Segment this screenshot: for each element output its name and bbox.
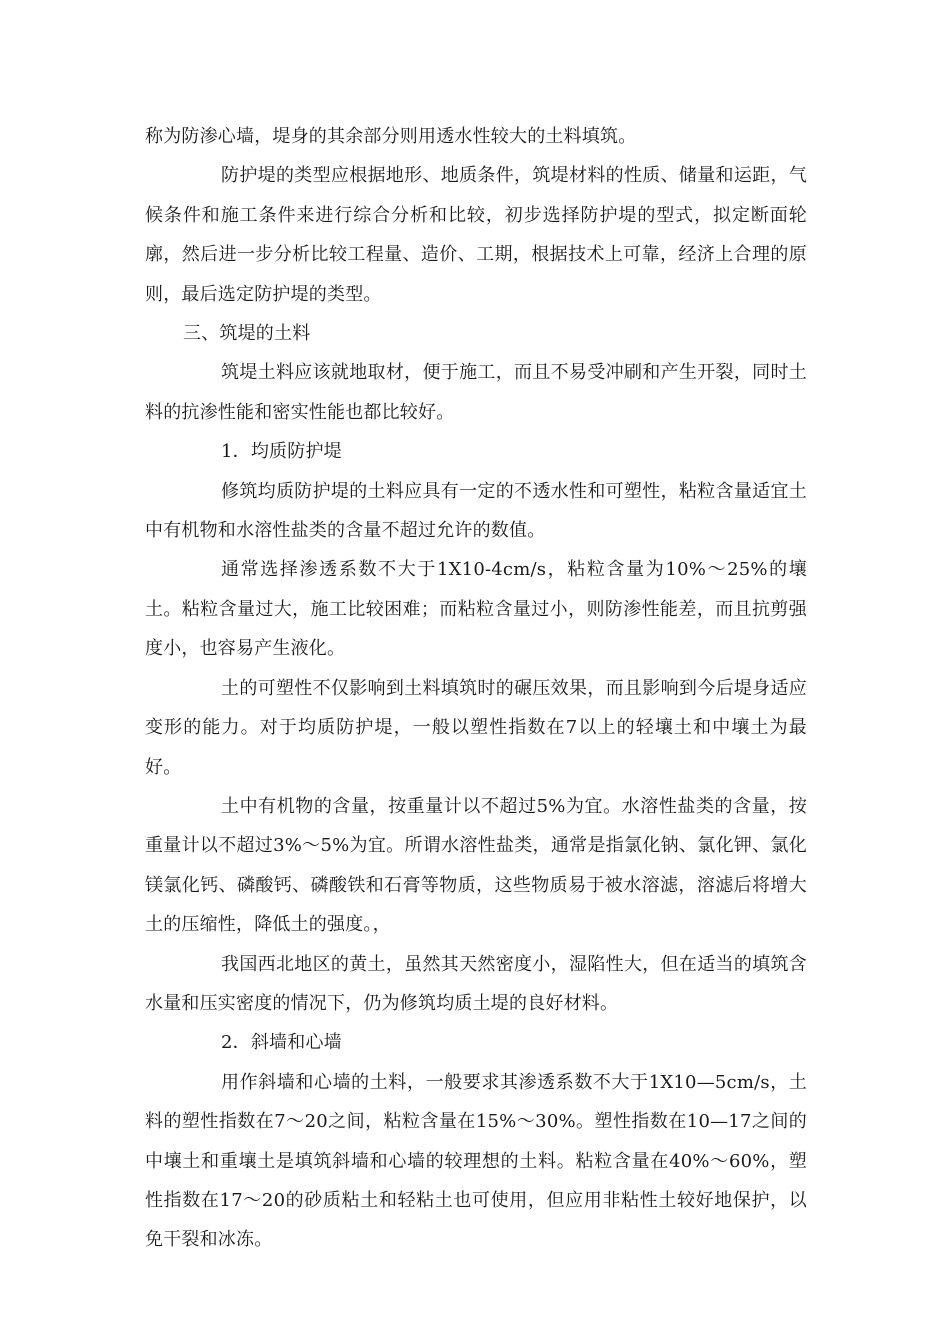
paragraph-homogeneous-soil: 修筑均质防护堤的土料应具有一定的不透水性和可塑性，粘粒含量适宜土中有机物和水溶性盐类的含量不超过允许的数值。	[145, 480, 807, 542]
paragraph-dike-type-selection: 防护堤的类型应根据地形、地质条件，筑堤材料的性质、储量和运距，气候条件和施工条件来进行综合分析和比较，初步选择防护堤的型式，拟定断面轮廓，然后进一步分析比较工程量、造价、工期，根据技术上可靠，经济上合理的原则，最后选定防护堤的类型。	[145, 165, 807, 305]
paragraph-continuation: 称为防渗心墙，堤身的其余部分则用透水性较大的土料填筑。	[145, 126, 637, 147]
paragraph-wall-soil: 用作斜墙和心墙的土料，一般要求其渗透系数不大于1X10—5cm/s，土料的塑性指数在7～20之间，粘粒含量在15%～30%。塑性指数在10—17之间的中壤土和重壤土是填筑斜墙和心墙的较理想的土料。粘粒含量在40%～60%，塑性指数在17～20的砂质粘土和轻粘土也可使用，但应用非粘性土较好地保护，以免干裂和冰冻。	[145, 1071, 807, 1251]
paragraph-plasticity: 土的可塑性不仅影响到土料填筑时的碾压效果，而且影响到今后堤身适应变形的能力。对于均质防护堤，一般以塑性指数在7以上的轻壤土和中壤土为最好。	[145, 677, 807, 778]
subheading-slope-core-wall: 2．斜墙和心墙	[221, 1032, 342, 1054]
paragraph-permeability: 通常选择渗透系数不大于1X10-4cm/s，粘粒含量为10%～25%的壤土。粘粒含量过大，施工比较困难；而粘粒含量过小，则防渗性能差，而且抗剪强度小，也容易产生液化。	[145, 559, 807, 660]
paragraph-dike-soil-intro: 筑堤土料应该就地取材，便于施工，而且不易受冲刷和产生开裂，同时土料的抗渗性能和密实性能也都比较好。	[145, 362, 807, 423]
subheading-homogeneous-dike: 1．均质防护堤	[221, 441, 342, 463]
paragraph-loess: 我国西北地区的黄土，虽然其天然密度小，湿陷性大，但在适当的填筑含水量和压实密度的情况下，仍为修筑均质土堤的良好材料。	[145, 953, 807, 1014]
document-body	[145, 117, 807, 1260]
paragraph-organic-salts: 土中有机物的含量，按重量计以不超过5%为宜。水溶性盐类的含量，按重量计以不超过3%～5%为宜。所谓水溶性盐类，通常是指氯化钠、氯化钾、氯化镁氯化钙、磷酸钙、磷酸铁和石膏等物质，这些物质易于被水溶滤，溶滤后将增大土的压缩性，降低土的强度。，	[145, 795, 807, 936]
section-heading-dike-soil: 三、筑堤的土料	[183, 323, 311, 345]
